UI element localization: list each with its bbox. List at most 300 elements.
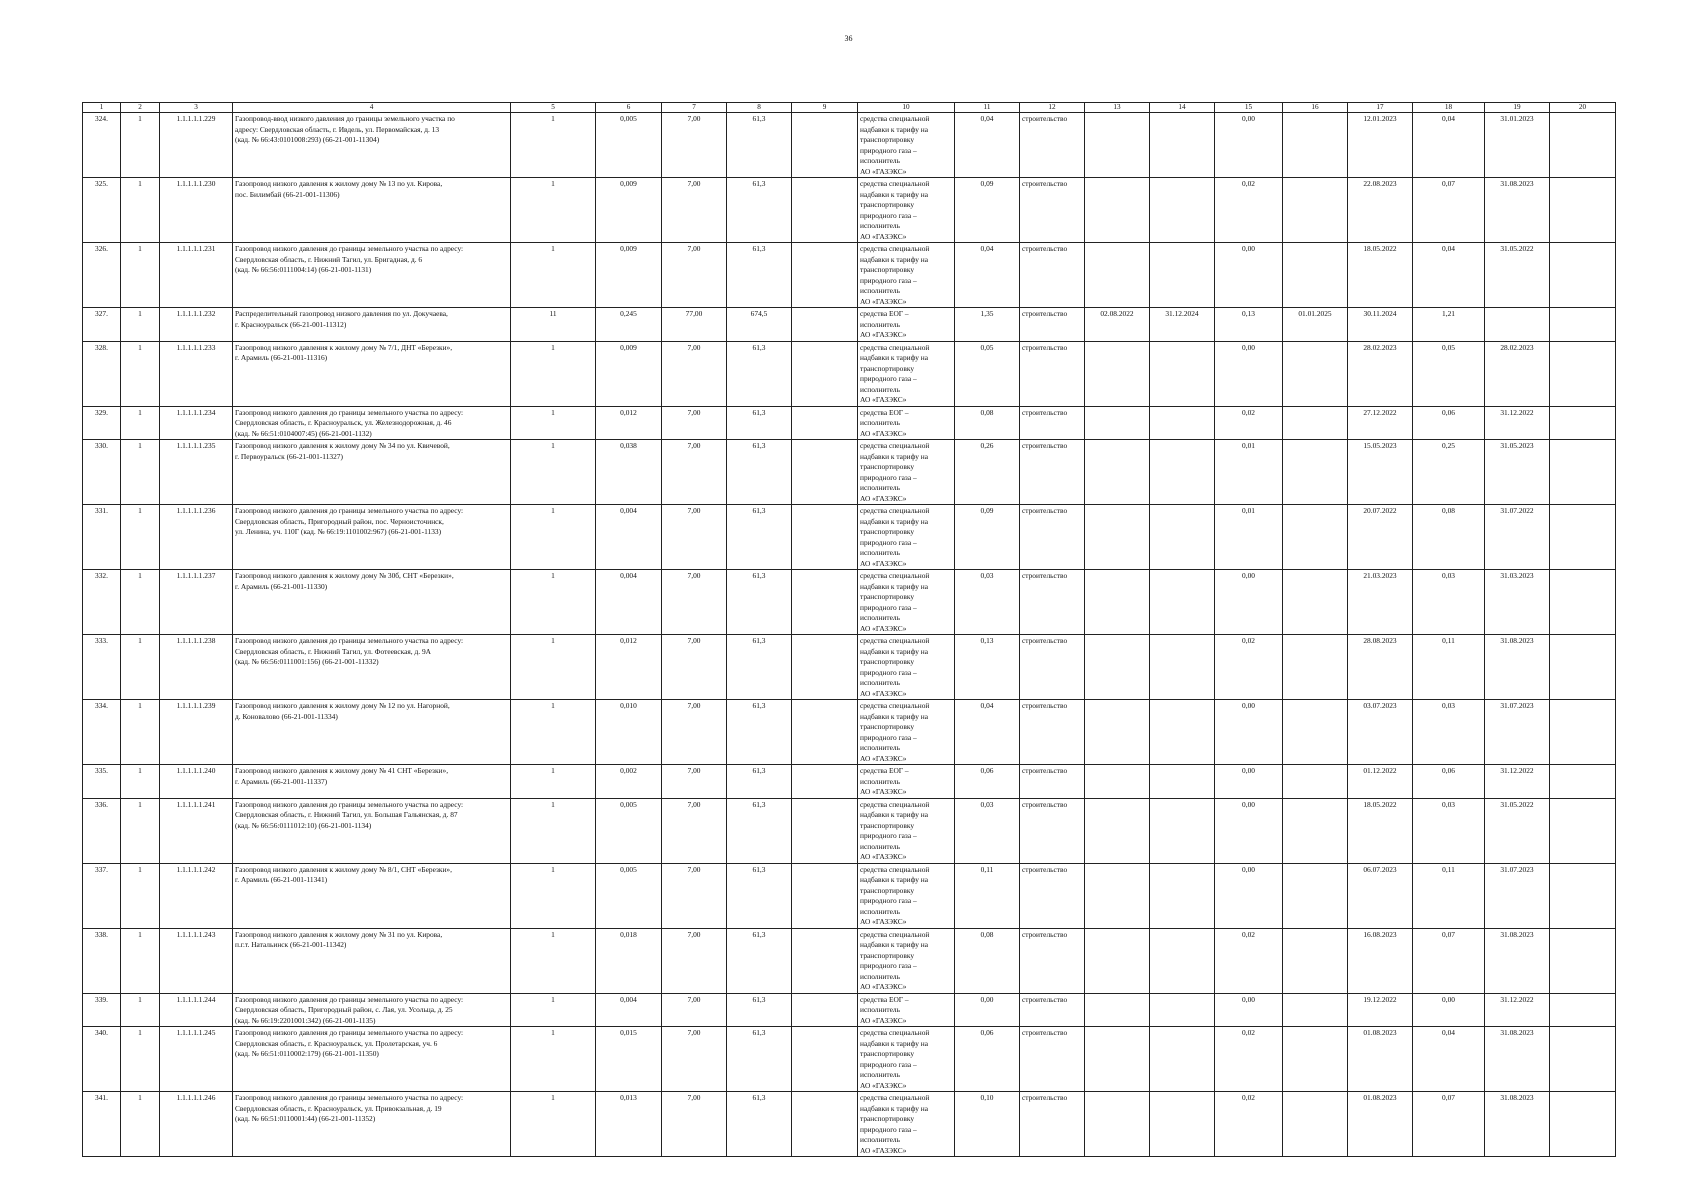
cell-col-11: 0,09 <box>955 505 1020 570</box>
cell-col-8: 61,3 <box>727 863 792 928</box>
cell-col-6: 0,015 <box>596 1027 662 1092</box>
cell-col-20 <box>1550 798 1616 863</box>
cell-line: (кад. № 66:56:0111001:156) (66-21-001-11332) <box>235 657 379 666</box>
cell-col-12: строительство <box>1020 243 1085 308</box>
cell-col-5: 1 <box>511 700 596 765</box>
cell-line: Свердловская область, г. Красноуральск, ул. Железнодорожная, д. 46 <box>235 418 452 427</box>
cell-col-12: строительство <box>1020 765 1085 799</box>
cell-col-12: строительство <box>1020 863 1085 928</box>
cell-col-14 <box>1150 1027 1215 1092</box>
cell-col-2: 1 <box>121 178 160 243</box>
cell-line: исполнитель <box>860 221 900 230</box>
cell-col-11: 0,03 <box>955 798 1020 863</box>
cell-col-12: строительство <box>1020 505 1085 570</box>
cell-col-3: 1.1.1.1.1.239 <box>160 700 233 765</box>
cell-line: природного газа – <box>860 145 917 155</box>
cell-line: средства ЕОГ – <box>860 407 909 417</box>
cell-col-14 <box>1150 700 1215 765</box>
cell-line: исполнитель <box>860 156 900 165</box>
cell-line: природного газа – <box>860 1124 917 1134</box>
cell-col-17: 15.05.2023 <box>1348 440 1413 505</box>
cell-line: пос. Билимбай (66-21-001-11306) <box>235 189 340 199</box>
cell-line: д. Коновалово (66-21-001-11334) <box>235 711 338 721</box>
cell-line: надбавки к тарифу на <box>860 646 928 656</box>
cell-col-5: 1 <box>511 635 596 700</box>
column-header-1: 1 <box>83 103 121 113</box>
cell-col-10 <box>858 308 955 342</box>
cell-line: Газопровод низкого давления до границы земельного участка по адресу: <box>235 994 464 1004</box>
column-header-9: 9 <box>792 103 858 113</box>
cell-col-9 <box>792 243 858 308</box>
table-row <box>83 798 1616 863</box>
cell-line: Свердловская область, Пригородный район, с. Лая, ул. Усольца, д. 25 <box>235 1005 453 1014</box>
cell-col-10 <box>858 1092 955 1157</box>
cell-col-6: 0,038 <box>596 440 662 505</box>
cell-line: исполнитель <box>860 384 900 394</box>
cell-col-7: 7,00 <box>662 178 727 243</box>
cell-line: природного газа – <box>860 537 917 547</box>
cell-col-4 <box>233 993 511 1027</box>
cell-col-1: 327. <box>83 308 121 342</box>
cell-line: Свердловская область, г. Нижний Тагил, ул. Фотеевская, д. 9А <box>235 646 431 656</box>
cell-col-9 <box>792 341 858 406</box>
column-header-4: 4 <box>233 103 511 113</box>
cell-col-7: 7,00 <box>662 243 727 308</box>
cell-col-17: 01.12.2022 <box>1348 765 1413 799</box>
cell-col-6: 0,002 <box>596 765 662 799</box>
cell-col-5: 11 <box>511 308 596 342</box>
table-row <box>83 1092 1616 1157</box>
cell-col-14 <box>1150 113 1215 178</box>
cell-col-15: 0,00 <box>1215 243 1283 308</box>
cell-col-18: 0,07 <box>1413 1092 1485 1157</box>
cell-col-18: 0,04 <box>1413 113 1485 178</box>
cell-col-20 <box>1550 993 1616 1027</box>
cell-line: средства специальной <box>860 114 930 123</box>
cell-col-14 <box>1150 505 1215 570</box>
cell-col-8: 61,3 <box>727 798 792 863</box>
cell-line: исполнитель <box>860 678 900 687</box>
cell-col-8: 61,3 <box>727 1092 792 1157</box>
cell-col-16: 01.01.2025 <box>1283 308 1348 342</box>
cell-line: Газопровод низкого давления к жилому дому № 12 по ул. Нагорной, <box>235 701 450 710</box>
cell-col-5: 1 <box>511 1027 596 1092</box>
cell-col-15: 0,00 <box>1215 570 1283 635</box>
cell-col-10 <box>858 863 955 928</box>
cell-line: надбавки к тарифу на <box>860 810 928 819</box>
cell-line: транспортировку <box>860 657 915 666</box>
cell-line: адресу: Свердловская область, г. Ивдель, ул. Первомайская, д. 13 <box>235 124 440 134</box>
cell-line: Газопровод низкого давления к жилому дому № 41 СНТ «Березки», <box>235 766 449 775</box>
cell-line: Газопровод низкого давления к жилому дому № 34 по ул. Квичевой, <box>235 441 450 450</box>
cell-line: транспортировку <box>860 363 915 373</box>
cell-col-17: 30.11.2024 <box>1348 308 1413 342</box>
cell-col-4 <box>233 570 511 635</box>
cell-col-8: 61,3 <box>727 570 792 635</box>
cell-line: АО «ГАЗЭКС» <box>860 1080 907 1090</box>
cell-col-6: 0,009 <box>596 341 662 406</box>
cell-col-7: 7,00 <box>662 993 727 1027</box>
cell-col-6: 0,009 <box>596 243 662 308</box>
cell-col-5: 1 <box>511 570 596 635</box>
cell-col-18: 0,11 <box>1413 635 1485 700</box>
cell-col-11: 0,08 <box>955 406 1020 440</box>
cell-col-4 <box>233 798 511 863</box>
cell-col-18: 0,25 <box>1413 440 1485 505</box>
cell-col-9 <box>792 765 858 799</box>
cell-col-18: 0,03 <box>1413 570 1485 635</box>
cell-col-5: 1 <box>511 505 596 570</box>
cell-col-1: 329. <box>83 406 121 440</box>
cell-line: природного газа – <box>860 831 917 840</box>
cell-col-7: 7,00 <box>662 700 727 765</box>
cell-col-20 <box>1550 505 1616 570</box>
cell-line: Газопровод низкого давления к жилому дому № 7/1, ДНТ «Березки», <box>235 342 453 352</box>
cell-col-14 <box>1150 243 1215 308</box>
cell-line: п.г.т. Натальинск (66-21-001-11342) <box>235 940 347 949</box>
cell-col-2: 1 <box>121 993 160 1027</box>
cell-col-9 <box>792 700 858 765</box>
cell-col-5: 1 <box>511 928 596 993</box>
cell-line: Газопровод низкого давления к жилому дому № 13 по ул. Кирова, <box>235 179 443 188</box>
column-header-15: 15 <box>1215 103 1283 113</box>
cell-col-3: 1.1.1.1.1.231 <box>160 243 233 308</box>
cell-col-9 <box>792 406 858 440</box>
cell-col-2: 1 <box>121 440 160 505</box>
cell-col-3: 1.1.1.1.1.243 <box>160 928 233 993</box>
cell-col-4 <box>233 243 511 308</box>
cell-col-8: 61,3 <box>727 700 792 765</box>
cell-col-6: 0,004 <box>596 993 662 1027</box>
cell-line: транспортировку <box>860 135 915 144</box>
cell-line: АО «ГАЗЭКС» <box>860 753 907 763</box>
cell-col-20 <box>1550 928 1616 993</box>
table-row <box>83 765 1616 799</box>
cell-col-12: строительство <box>1020 635 1085 700</box>
cell-line: природного газа – <box>860 1059 917 1069</box>
cell-line: транспортировку <box>860 820 915 830</box>
cell-line: исполнитель <box>860 971 900 981</box>
cell-col-4 <box>233 440 511 505</box>
cell-col-20 <box>1550 635 1616 700</box>
cell-col-19: 28.02.2023 <box>1485 341 1550 406</box>
cell-col-19: 31.07.2023 <box>1485 700 1550 765</box>
cell-col-16 <box>1283 928 1348 993</box>
cell-col-9 <box>792 928 858 993</box>
cell-col-14 <box>1150 798 1215 863</box>
cell-col-14 <box>1150 635 1215 700</box>
cell-col-11: 0,05 <box>955 341 1020 406</box>
cell-col-6: 0,010 <box>596 700 662 765</box>
cell-line: (кад. № 66:56:0111012:10) (66-21-001-1134) <box>235 820 372 830</box>
cell-col-7: 7,00 <box>662 635 727 700</box>
cell-line: средства специальной <box>860 864 930 874</box>
cell-col-3: 1.1.1.1.1.238 <box>160 635 233 700</box>
cell-col-13 <box>1085 505 1150 570</box>
cell-line: Газопровод низкого давления до границы земельного участка по адресу: <box>235 407 464 417</box>
cell-col-15: 0,00 <box>1215 863 1283 928</box>
cell-col-4 <box>233 928 511 993</box>
cell-line: надбавки к тарифу на <box>860 516 928 526</box>
cell-col-16 <box>1283 993 1348 1027</box>
cell-line: исполнитель <box>860 1005 900 1014</box>
cell-line: (кад. № 66:19:2201001:342) (66-21-001-1135) <box>235 1015 376 1025</box>
cell-col-1: 337. <box>83 863 121 928</box>
cell-col-16 <box>1283 1027 1348 1092</box>
cell-col-3: 1.1.1.1.1.244 <box>160 993 233 1027</box>
cell-col-17: 16.08.2023 <box>1348 928 1413 993</box>
column-header-12: 12 <box>1020 103 1085 113</box>
cell-line: надбавки к тарифу на <box>860 124 928 134</box>
cell-col-12: строительство <box>1020 1027 1085 1092</box>
cell-col-4 <box>233 341 511 406</box>
cell-line: Газопровод низкого давления к жилому дому № 31 по ул. Кирова, <box>235 929 443 939</box>
cell-col-6: 0,012 <box>596 635 662 700</box>
cell-line: природного газа – <box>860 472 917 482</box>
cell-col-16 <box>1283 700 1348 765</box>
cell-col-8: 61,3 <box>727 440 792 505</box>
cell-col-5: 1 <box>511 863 596 928</box>
table-row <box>83 178 1616 243</box>
column-header-14: 14 <box>1150 103 1215 113</box>
cell-line: надбавки к тарифу на <box>860 451 928 461</box>
cell-col-7: 7,00 <box>662 113 727 178</box>
cell-col-14 <box>1150 440 1215 505</box>
cell-col-1: 330. <box>83 440 121 505</box>
cell-line: Газопровод низкого давления к жилому дому № 30б, СНТ «Березки», <box>235 571 454 580</box>
cell-col-7: 7,00 <box>662 505 727 570</box>
cell-col-1: 333. <box>83 635 121 700</box>
cell-col-18: 0,04 <box>1413 243 1485 308</box>
cell-col-12: строительство <box>1020 178 1085 243</box>
cell-col-3: 1.1.1.1.1.245 <box>160 1027 233 1092</box>
cell-col-14 <box>1150 863 1215 928</box>
cell-col-16 <box>1283 178 1348 243</box>
cell-col-11: 0,06 <box>955 765 1020 799</box>
cell-line: АО «ГАЗЭКС» <box>860 787 907 796</box>
cell-col-17: 28.02.2023 <box>1348 341 1413 406</box>
cell-col-6: 0,004 <box>596 570 662 635</box>
cell-col-16 <box>1283 505 1348 570</box>
cell-col-16 <box>1283 1092 1348 1157</box>
cell-line: транспортировку <box>860 950 915 960</box>
cell-col-4 <box>233 178 511 243</box>
cell-col-15: 0,02 <box>1215 1027 1283 1092</box>
cell-col-10 <box>858 505 955 570</box>
cell-col-11: 0,06 <box>955 1027 1020 1092</box>
cell-line: средства специальной <box>860 929 930 939</box>
column-header-7: 7 <box>662 103 727 113</box>
cell-col-18: 0,03 <box>1413 700 1485 765</box>
cell-line: Свердловская область, г. Нижний Тагил, ул. Большая Гальянская, д. 87 <box>235 810 458 819</box>
cell-col-17: 21.03.2023 <box>1348 570 1413 635</box>
cell-col-17: 20.07.2022 <box>1348 505 1413 570</box>
cell-col-20 <box>1550 440 1616 505</box>
cell-col-11: 0,00 <box>955 993 1020 1027</box>
cell-col-5: 1 <box>511 765 596 799</box>
cell-col-19: 31.08.2023 <box>1485 1092 1550 1157</box>
cell-line: АО «ГАЗЭКС» <box>860 166 907 176</box>
cell-col-1: 331. <box>83 505 121 570</box>
cell-col-9 <box>792 863 858 928</box>
cell-line: АО «ГАЗЭКС» <box>860 231 907 241</box>
cell-line: транспортировку <box>860 527 915 536</box>
cell-col-8: 61,3 <box>727 993 792 1027</box>
cell-line: (кад. № 66:51:0110001:44) (66-21-001-11352) <box>235 1114 376 1123</box>
cell-col-18: 0,03 <box>1413 798 1485 863</box>
cell-line: АО «ГАЗЭКС» <box>860 1015 907 1025</box>
cell-col-5: 1 <box>511 993 596 1027</box>
cell-line: средства специальной <box>860 179 930 188</box>
cell-line: средства специальной <box>860 799 930 809</box>
cell-line: средства специальной <box>860 244 930 253</box>
cell-col-19: 31.08.2023 <box>1485 1027 1550 1092</box>
cell-col-4 <box>233 113 511 178</box>
cell-line: средства специальной <box>860 701 930 710</box>
cell-col-3: 1.1.1.1.1.229 <box>160 113 233 178</box>
cell-line: АО «ГАЗЭКС» <box>860 688 907 698</box>
cell-line: Газопровод низкого давления к жилому дому № 8/1, СНТ «Березки», <box>235 864 452 874</box>
cell-col-9 <box>792 1027 858 1092</box>
cell-line: исполнитель <box>860 1070 900 1079</box>
cell-col-19: 31.07.2022 <box>1485 505 1550 570</box>
cell-col-10 <box>858 243 955 308</box>
cell-col-3: 1.1.1.1.1.246 <box>160 1092 233 1157</box>
cell-col-2: 1 <box>121 505 160 570</box>
column-header-18: 18 <box>1413 103 1485 113</box>
cell-col-2: 1 <box>121 765 160 799</box>
cell-col-17: 01.08.2023 <box>1348 1092 1413 1157</box>
cell-col-17: 06.07.2023 <box>1348 863 1413 928</box>
cell-col-10 <box>858 113 955 178</box>
column-header-16: 16 <box>1283 103 1348 113</box>
cell-col-7: 7,00 <box>662 1092 727 1157</box>
cell-line: средства специальной <box>860 636 930 645</box>
cell-line: исполнитель <box>860 483 900 492</box>
cell-col-18: 0,06 <box>1413 406 1485 440</box>
table-row <box>83 406 1616 440</box>
cell-col-15: 0,00 <box>1215 798 1283 863</box>
cell-col-12: строительство <box>1020 308 1085 342</box>
cell-col-7: 7,00 <box>662 406 727 440</box>
cell-col-12: строительство <box>1020 113 1085 178</box>
cell-line: транспортировку <box>860 885 915 895</box>
cell-col-12: строительство <box>1020 341 1085 406</box>
cell-col-14 <box>1150 1092 1215 1157</box>
cell-line: транспортировку <box>860 265 915 274</box>
cell-col-14: 31.12.2024 <box>1150 308 1215 342</box>
cell-line: Газопровод низкого давления до границы земельного участка по адресу: <box>235 1093 464 1102</box>
cell-line: АО «ГАЗЭКС» <box>860 428 907 438</box>
cell-col-7: 7,00 <box>662 765 727 799</box>
cell-col-10 <box>858 993 955 1027</box>
cell-col-15: 0,02 <box>1215 178 1283 243</box>
cell-col-20 <box>1550 308 1616 342</box>
cell-col-19: 31.05.2023 <box>1485 440 1550 505</box>
cell-col-10 <box>858 765 955 799</box>
cell-col-15: 0,00 <box>1215 113 1283 178</box>
cell-col-5: 1 <box>511 113 596 178</box>
cell-col-6: 0,012 <box>596 406 662 440</box>
cell-col-9 <box>792 635 858 700</box>
cell-col-7: 7,00 <box>662 341 727 406</box>
cell-col-16 <box>1283 765 1348 799</box>
cell-line: транспортировку <box>860 592 915 601</box>
cell-col-14 <box>1150 406 1215 440</box>
cell-col-7: 7,00 <box>662 1027 727 1092</box>
cell-line: исполнитель <box>860 286 900 295</box>
cell-col-15: 0,00 <box>1215 700 1283 765</box>
cell-col-20 <box>1550 863 1616 928</box>
cell-col-17: 01.08.2023 <box>1348 1027 1413 1092</box>
cell-col-1: 335. <box>83 765 121 799</box>
cell-line: (кад. № 66:43:0101008:293) (66-21-001-11304) <box>235 135 380 144</box>
cell-line: АО «ГАЗЭКС» <box>860 493 907 503</box>
cell-col-15: 0,02 <box>1215 928 1283 993</box>
cell-col-16 <box>1283 798 1348 863</box>
cell-line: (кад. № 66:51:0110002:179) (66-21-001-11350) <box>235 1049 379 1058</box>
cell-col-7: 7,00 <box>662 863 727 928</box>
cell-col-11: 0,10 <box>955 1092 1020 1157</box>
cell-col-16 <box>1283 570 1348 635</box>
cell-col-15: 0,13 <box>1215 308 1283 342</box>
cell-line: надбавки к тарифу на <box>860 189 928 199</box>
cell-col-11: 0,13 <box>955 635 1020 700</box>
table-row <box>83 113 1616 178</box>
cell-col-9 <box>792 1092 858 1157</box>
column-header-3: 3 <box>160 103 233 113</box>
cell-col-19: 31.01.2023 <box>1485 113 1550 178</box>
cell-col-20 <box>1550 1027 1616 1092</box>
cell-col-5: 1 <box>511 178 596 243</box>
cell-col-16 <box>1283 440 1348 505</box>
cell-line: исполнитель <box>860 548 900 557</box>
cell-line: (кад. № 66:56:0111004:14) (66-21-001-1131) <box>235 265 372 274</box>
cell-col-10 <box>858 178 955 243</box>
cell-col-2: 1 <box>121 570 160 635</box>
cell-col-19: 31.12.2022 <box>1485 993 1550 1027</box>
cell-col-19: 31.08.2023 <box>1485 928 1550 993</box>
cell-col-9 <box>792 570 858 635</box>
cell-col-19: 31.07.2023 <box>1485 863 1550 928</box>
cell-line: АО «ГАЗЭКС» <box>860 330 907 339</box>
cell-col-1: 339. <box>83 993 121 1027</box>
cell-col-3: 1.1.1.1.1.237 <box>160 570 233 635</box>
cell-line: средства ЕОГ – <box>860 309 909 318</box>
cell-col-12: строительство <box>1020 700 1085 765</box>
cell-col-19: 31.08.2023 <box>1485 178 1550 243</box>
cell-col-15: 0,01 <box>1215 505 1283 570</box>
cell-col-12: строительство <box>1020 440 1085 505</box>
cell-line: надбавки к тарифу на <box>860 254 928 264</box>
cell-col-13 <box>1085 1092 1150 1157</box>
cell-col-18: 1,21 <box>1413 308 1485 342</box>
cell-col-17: 19.12.2022 <box>1348 993 1413 1027</box>
table-row <box>83 993 1616 1027</box>
cell-col-16 <box>1283 341 1348 406</box>
cell-line: г. Арамиль (66-21-001-11330) <box>235 581 328 591</box>
cell-line: природного газа – <box>860 896 917 905</box>
cell-line: АО «ГАЗЭКС» <box>860 852 907 861</box>
cell-col-4 <box>233 1092 511 1157</box>
cell-col-7: 7,00 <box>662 798 727 863</box>
cell-line: исполнитель <box>860 776 900 786</box>
cell-col-2: 1 <box>121 863 160 928</box>
column-header-2: 2 <box>121 103 160 113</box>
cell-col-9 <box>792 113 858 178</box>
cell-col-5: 1 <box>511 1092 596 1157</box>
cell-col-11: 0,03 <box>955 570 1020 635</box>
